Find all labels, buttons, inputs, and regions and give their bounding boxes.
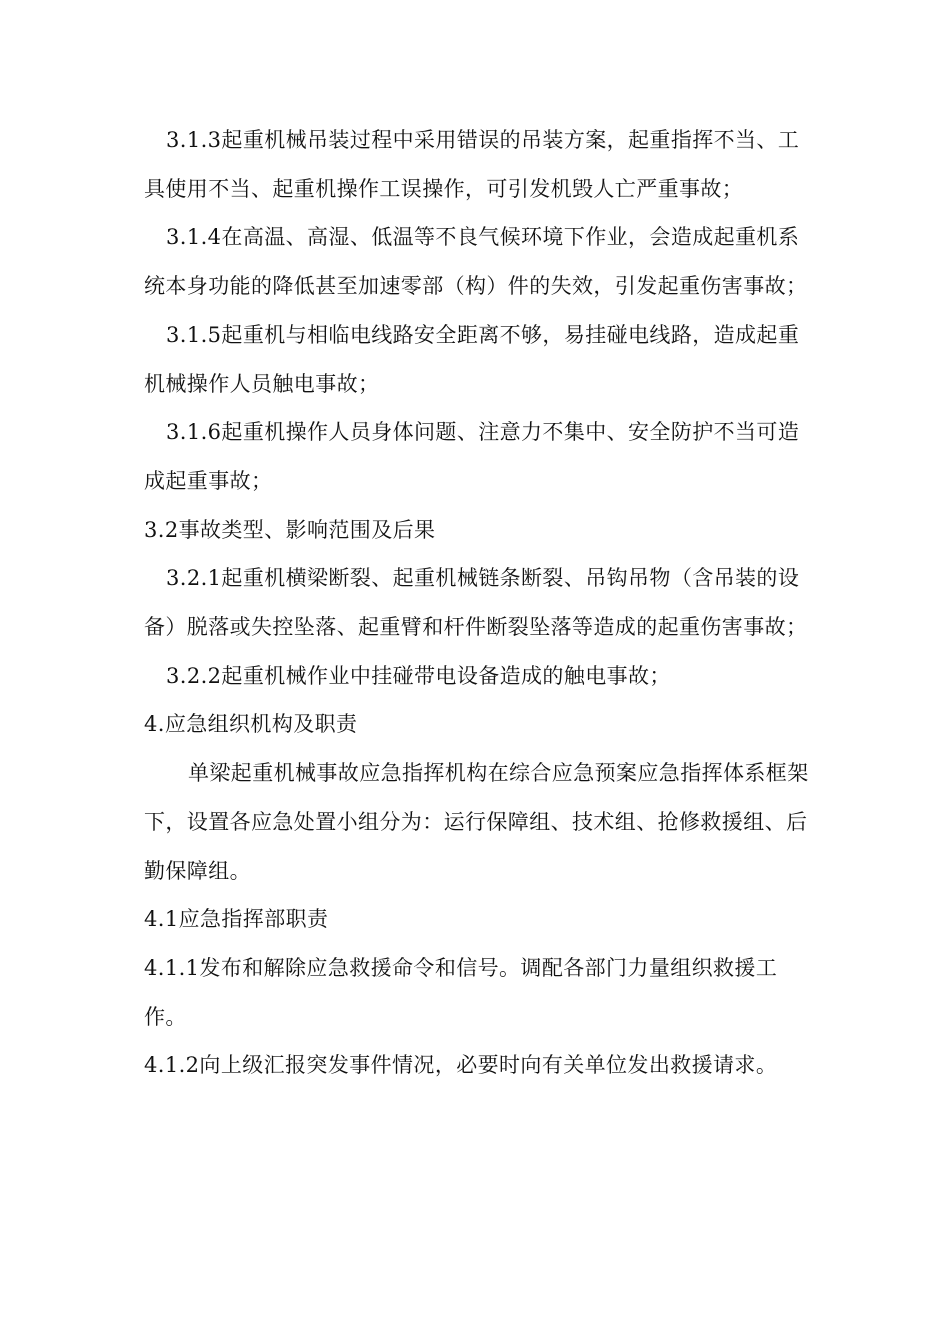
paragraph-3-1-3: 3.1.3起重机械吊装过程中采用错误的吊装方案，起重指挥不当、工具使用不当、起重机操作工误操作，可引发机毁人亡严重事故； xyxy=(144,128,800,201)
heading-4: 4.应急组织机构及职责 xyxy=(144,712,358,737)
paragraph-4-1-2: 4.1.2向上级汇报突发事件情况，必要时向有关单位发出救援请求。 xyxy=(144,1053,778,1078)
paragraph-3-1-4: 3.1.4在高温、高湿、低温等不良气候环境下作业，会造成起重机系统本身功能的降低甚至加速零部（构）件的失效，引发起重伤害事故； xyxy=(144,225,808,299)
document-body xyxy=(144,116,812,1090)
paragraph-3-2-2: 3.2.2起重机械作业中挂碰带电设备造成的触电事故； xyxy=(166,663,671,688)
paragraph-4-1-1: 4.1.1发布和解除应急救援命令和信号。调配各部门力量组织救援工作。 xyxy=(144,955,778,1029)
heading-3-2: 3.2事故类型、影响范围及后果 xyxy=(144,517,436,542)
heading-4-1: 4.1应急指挥部职责 xyxy=(144,907,329,932)
paragraph-4-intro: 单梁起重机械事故应急指挥机构在综合应急预案应急指挥体系框架下，设置各应急处置小组分为：运行保障组、技术组、抢修救援组、后勤保障组。 xyxy=(144,761,809,883)
paragraph-3-1-6: 3.1.6起重机操作人员身体问题、注意力不集中、安全防护不当可造成起重事故； xyxy=(144,420,800,493)
paragraph-3-2-1: 3.2.1起重机横梁断裂、起重机械链条断裂、吊钩吊物（含吊装的设备）脱落或失控坠落、起重臂和杆件断裂坠落等造成的起重伤害事故； xyxy=(144,566,808,640)
paragraph-3-1-5: 3.1.5起重机与相临电线路安全距离不够，易挂碰电线路，造成起重机械操作人员触电事故； xyxy=(144,322,800,396)
